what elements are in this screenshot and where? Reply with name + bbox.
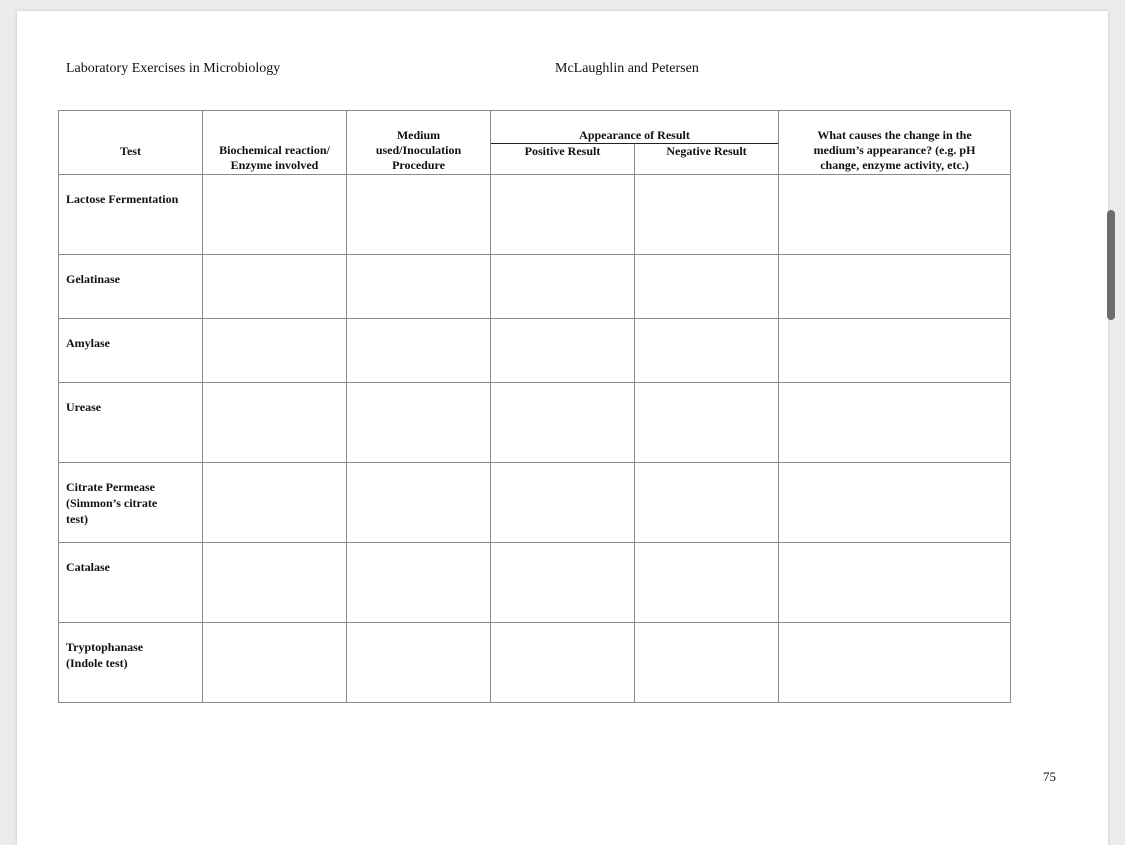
table-cell <box>779 175 1011 255</box>
table-cell <box>635 623 779 703</box>
header-appearance <box>491 111 779 175</box>
row-test-label-line-2: (Simmon’s citrate <box>66 496 158 510</box>
row-test-label-line-3: test) <box>66 512 88 526</box>
table-cell <box>347 623 491 703</box>
table-cell <box>635 383 779 463</box>
header-cause-line-2: medium’s appearance? (e.g. pH <box>813 143 976 157</box>
table-cell <box>347 319 491 383</box>
row-test-lactose <box>59 175 203 255</box>
row-test-catalase <box>59 543 203 623</box>
table-cell <box>491 319 635 383</box>
row-test-label: Catalase <box>66 560 110 574</box>
table-cell <box>779 255 1011 319</box>
table-cell <box>635 543 779 623</box>
table-cell <box>779 543 1011 623</box>
table-cell <box>491 383 635 463</box>
table-row <box>59 175 1011 255</box>
header-medium-line-2: used/Inoculation <box>375 143 462 157</box>
table-cell <box>779 463 1011 543</box>
biochemical-tests-table <box>58 110 1011 703</box>
row-test-gelatinase <box>59 255 203 319</box>
table-cell <box>203 463 347 543</box>
header-medium <box>347 111 491 175</box>
table-cell <box>347 255 491 319</box>
table-cell <box>203 383 347 463</box>
header-cause-line-3: change, enzyme activity, etc.) <box>820 158 969 172</box>
table-cell <box>491 255 635 319</box>
page-number: 75 <box>1043 769 1056 784</box>
table-cell <box>347 463 491 543</box>
running-header-authors: McLaughlin and Petersen <box>555 61 699 76</box>
row-test-label-line-2: (Indole test) <box>66 656 128 670</box>
row-test-tryptophanase <box>59 623 203 703</box>
header-medium-line-1: Medium <box>396 128 441 142</box>
row-test-label: Gelatinase <box>66 272 120 286</box>
header-medium-line-3: Procedure <box>392 158 445 172</box>
row-test-label: Urease <box>66 400 102 414</box>
table-cell <box>203 623 347 703</box>
table-cell <box>491 463 635 543</box>
table-cell <box>635 319 779 383</box>
table-row <box>59 623 1011 703</box>
table-row <box>59 319 1011 383</box>
header-biochemical-line-1: Biochemical reaction/ <box>219 143 330 157</box>
row-test-label-line-1: Citrate Permease <box>66 480 155 494</box>
table-cell <box>779 383 1011 463</box>
table-row <box>59 543 1011 623</box>
table-cell <box>491 175 635 255</box>
header-cause <box>779 111 1011 175</box>
table-row <box>59 255 1011 319</box>
table-cell <box>491 543 635 623</box>
header-test-label: Test <box>120 144 141 158</box>
header-negative: Negative Result <box>666 144 747 158</box>
running-header-title: Laboratory Exercises in Microbiology <box>66 61 281 76</box>
row-test-label: Lactose Fermentation <box>66 192 179 206</box>
table-cell <box>635 175 779 255</box>
table-cell <box>779 623 1011 703</box>
table-row <box>59 383 1011 463</box>
table-cell <box>347 543 491 623</box>
table-cell <box>347 175 491 255</box>
row-test-citrate <box>59 463 203 543</box>
header-positive: Positive Result <box>491 144 635 174</box>
table-row <box>59 463 1011 543</box>
header-test <box>59 111 203 175</box>
table-cell <box>635 463 779 543</box>
table-cell <box>635 255 779 319</box>
header-appearance-title: Appearance of Result <box>491 112 778 144</box>
header-biochemical <box>203 111 347 175</box>
row-test-amylase <box>59 319 203 383</box>
header-biochemical-line-2: Enzyme involved <box>230 158 319 172</box>
row-test-label: Amylase <box>66 336 110 350</box>
table-cell <box>203 175 347 255</box>
table-cell <box>203 543 347 623</box>
vertical-scrollbar-thumb[interactable] <box>1107 210 1115 320</box>
header-cause-line-1: What causes the change in the <box>817 128 972 142</box>
row-test-urease <box>59 383 203 463</box>
table-cell <box>203 255 347 319</box>
table-cell <box>491 623 635 703</box>
table-cell <box>779 319 1011 383</box>
table-cell <box>203 319 347 383</box>
row-test-label-line-1: Tryptophanase <box>66 640 144 654</box>
document-page <box>17 11 1108 845</box>
table-cell <box>347 383 491 463</box>
